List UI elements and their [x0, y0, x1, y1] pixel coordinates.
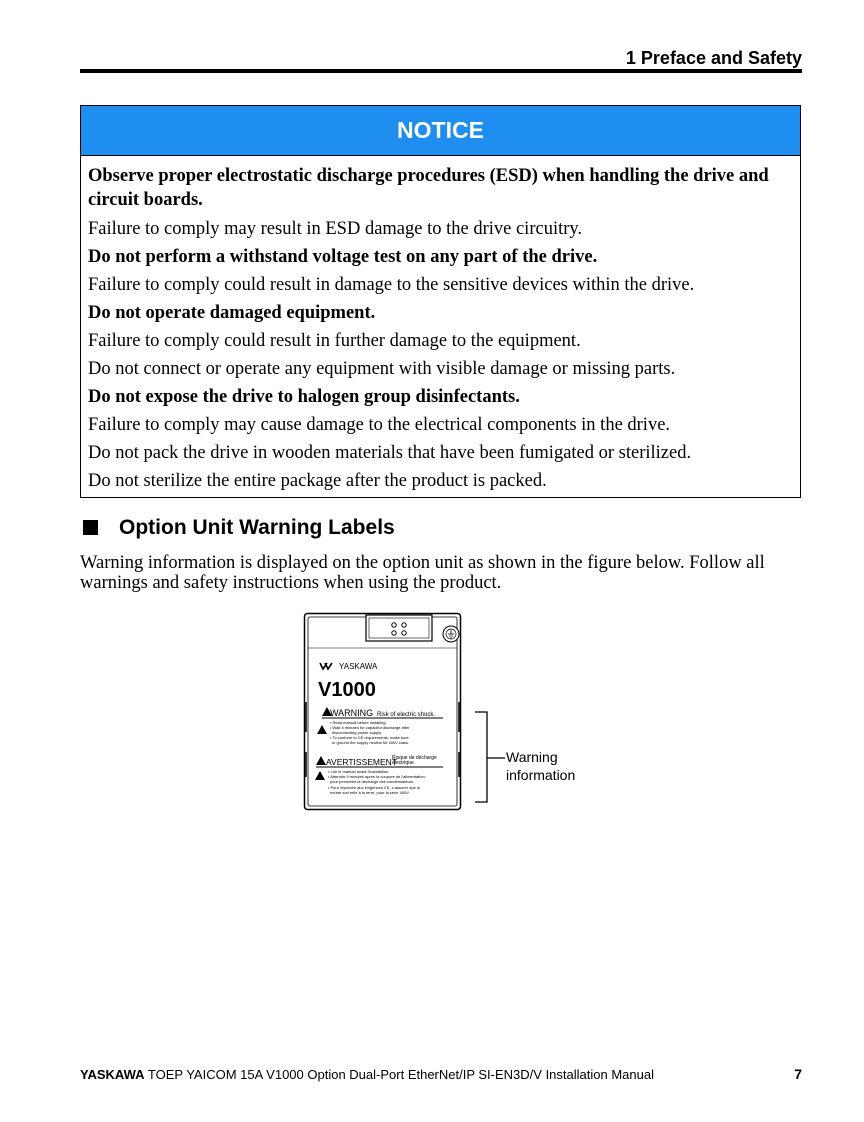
notice-consequence: Failure to comply could result in further damage to the equipment. — [88, 331, 581, 351]
callout-label: Warning — [506, 749, 558, 765]
page-number: 7 — [794, 1066, 802, 1082]
notice-title: NOTICE — [81, 106, 800, 156]
avert-subtitle: électrique. — [392, 760, 416, 766]
warning-line: • Read manual before installing. — [330, 720, 387, 725]
footer-brand: YASKAWA — [80, 1067, 145, 1082]
avert-line: pour permettre la décharge des condensateurs. — [330, 779, 415, 784]
warning-line: to ground the supply neutral for 400V class. — [332, 740, 410, 745]
warning-line: • Wait 5 minutes for capacitor discharge after — [330, 725, 410, 730]
notice-consequence: Do not sterilize the entire package after the product is packed. — [88, 471, 547, 491]
warning-title: WARNING — [330, 708, 374, 718]
footer — [80, 1067, 654, 1082]
notice-box — [80, 105, 801, 498]
section-heading-text: Option Unit Warning Labels — [119, 516, 395, 539]
avert-title: AVERTISSEMENT — [326, 757, 398, 767]
notice-consequence: Do not pack the drive in wooden materials that have been fumigated or sterilized. — [88, 443, 692, 463]
brand-label: YASKAWA — [339, 662, 378, 671]
callout-bracket — [475, 712, 487, 802]
notice-consequence: Failure to comply could result in damage to the sensitive devices within the drive. — [88, 275, 695, 295]
notice-instruction: Do not expose the drive to halogen group disinfectants. — [88, 387, 520, 407]
avert-subtitle: Risque de décharge — [392, 755, 437, 761]
notice-body — [81, 156, 800, 495]
avert-line: neutre soit relié à la terre, pour la série 400V. — [330, 790, 410, 795]
avert-line: • Attendre 5 minutes après la coupure de l'alimentation, — [328, 774, 426, 779]
square-bullet-icon — [83, 520, 98, 535]
avert-line: • Pour répondre aux exigences CE, s assurer que le — [328, 785, 421, 790]
warning-line: • To conform to CE requirements, make sure — [330, 735, 409, 740]
avert-line: • Lire le manuel avant l'installation. — [328, 769, 390, 774]
notice-consequence: Failure to comply may cause damage to the electrical components in the drive. — [88, 415, 671, 435]
callout-label: information — [506, 767, 576, 783]
section-heading — [80, 516, 395, 540]
option-unit-figure — [303, 612, 593, 812]
model-label: V1000 — [318, 679, 376, 701]
notice-consequence: Failure to comply may result in ESD damage to the drive circuitry. — [88, 219, 583, 239]
intro-paragraph: Warning information is displayed on the option unit as shown in the figure below. Follow all warnings and safety instructions when using the product. — [80, 553, 765, 593]
notice-instruction: Observe proper electrostatic discharge procedures (ESD) when handling the drive and circuit boards. — [88, 166, 769, 210]
connector — [366, 615, 432, 641]
section-title: 1 Preface and Safety — [625, 48, 802, 68]
header-rule — [80, 69, 802, 73]
notice-instruction: Do not perform a withstand voltage test on any part of the drive. — [88, 247, 598, 267]
warning-line: disconnecting power supply. — [332, 730, 382, 735]
notice-instruction: Do not operate damaged equipment. — [88, 303, 376, 323]
notice-consequence: Do not connect or operate any equipment with visible damage or missing parts. — [88, 359, 676, 379]
warning-subtitle: Risk of electric shock. — [377, 712, 436, 718]
footer-text: TOEP YAICOM 15A V1000 Option Dual-Port EtherNet/IP SI-EN3D/V Installation Manual — [144, 1067, 654, 1082]
